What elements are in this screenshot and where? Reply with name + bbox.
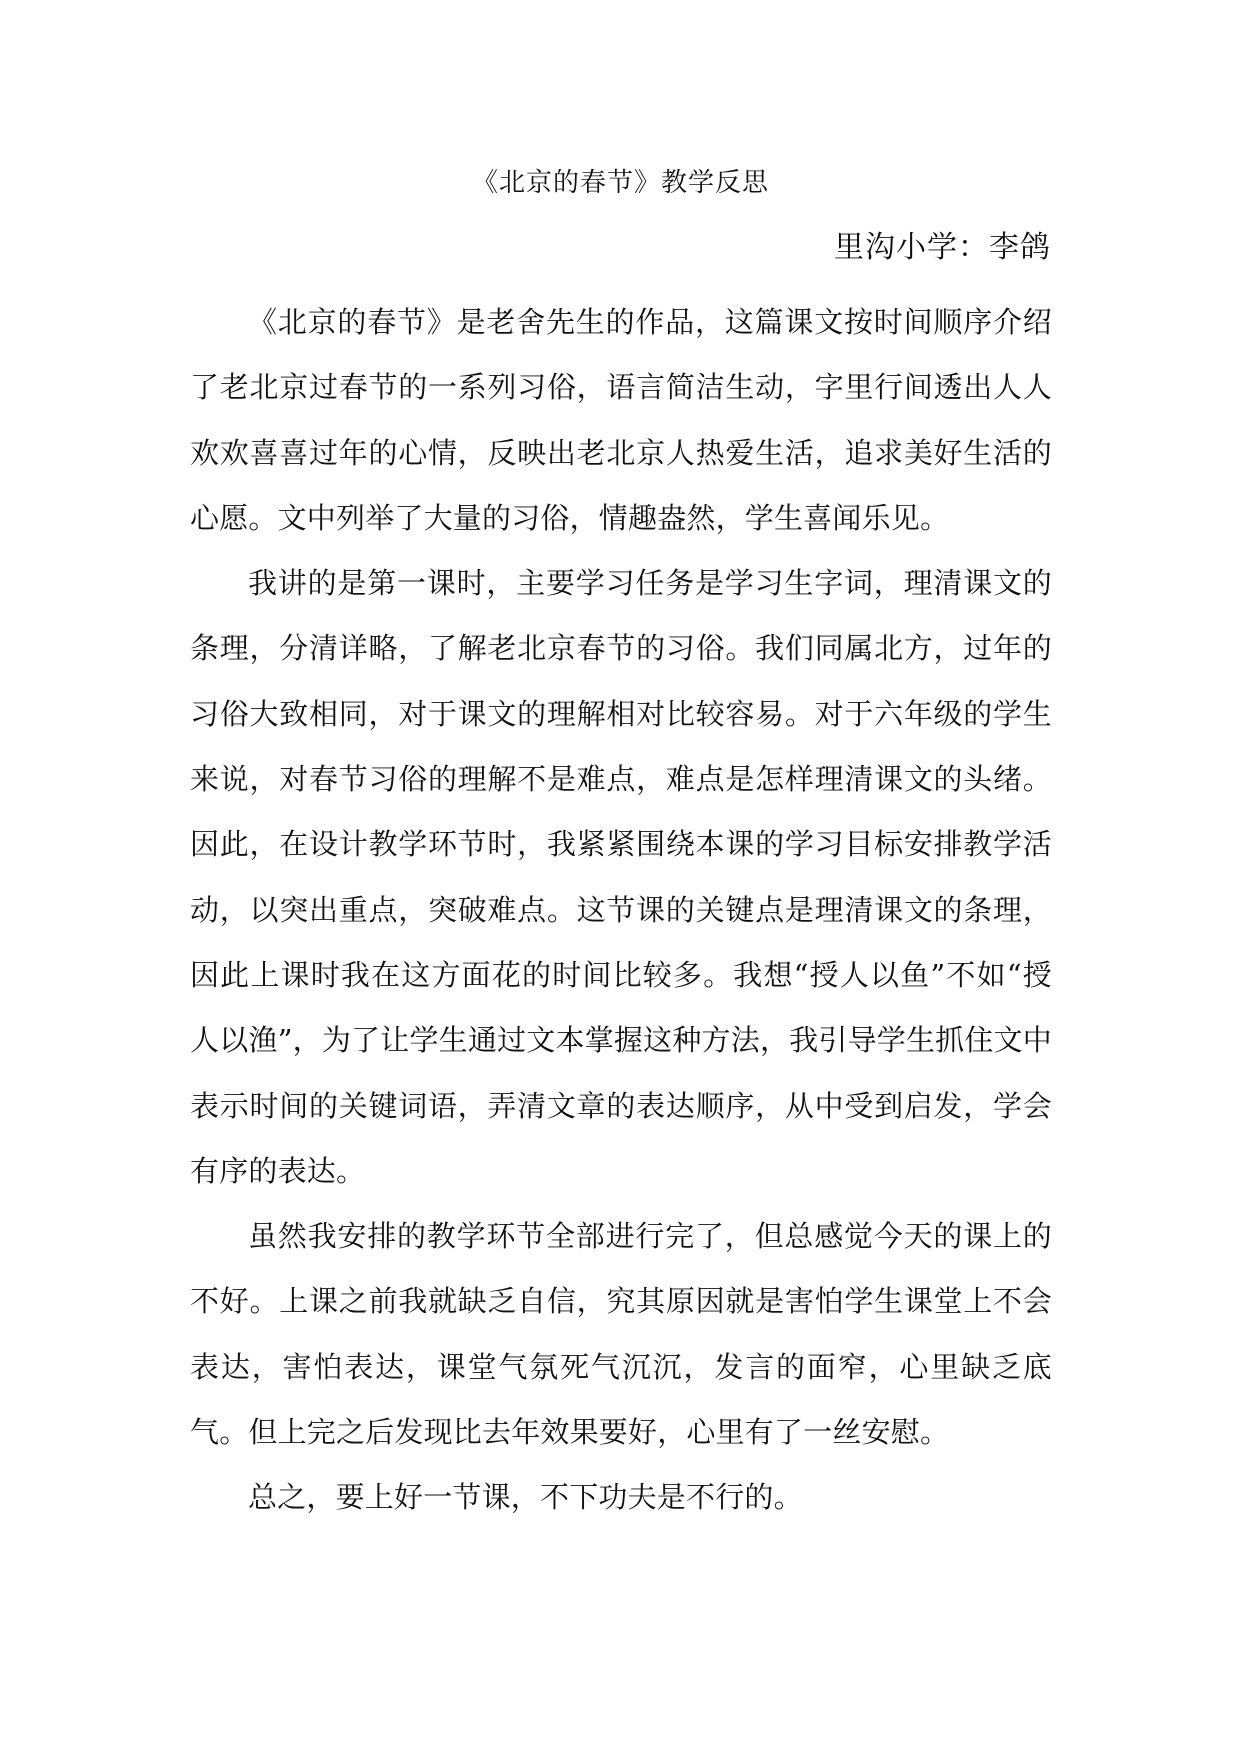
paragraph-1: 《北京的春节》是老舍先生的作品，这篇课文按时间顺序介绍了老北京过春节的一系列习俗，语言简洁生动，字里行间透出人人欢欢喜喜过年的心情，反映出老北京人热爱生活，追求美好生活的心愿。文中列举了大量的习俗，情趣盎然，学生喜闻乐见。 <box>190 305 1052 535</box>
paragraph-4: 总之，要上好一节课，不下功夫是不行的。 <box>248 1480 803 1515</box>
paragraph-2: 我讲的是第一课时，主要学习任务是学习生字词，理清课文的条理，分清详略，了解老北京春节的习俗。我们同属北方，过年的习俗大致相同，对于课文的理解相对比较容易。对于六年级的学生来说，对春节习俗的理解不是难点，难点是怎样理清课文的头绪。因此，在设计教学环节时，我紧紧围绕本课的学习目标安排教学活动，以突出重点，突破难点。这节课的关键点是理清课文的条理，因此上课时我在这方面花的时间比较多。我想“授人以鱼”不如“授人以渔”，为了让学生通过文本掌握这种方法，我引导学生抓住文中表示时间的关键词语，弄清文章的表达顺序，从中受到启发，学会有序的表达。 <box>190 566 1052 1188</box>
document-author: 里沟小学：李鸽 <box>834 230 1051 265</box>
paragraph-3: 虽然我安排的教学环节全部进行完了，但总感觉今天的课上的不好。上课之前我就缺乏自信，究其原因就是害怕学生课堂上不会表达，害怕表达，课堂气氛死气沉沉，发言的面窄，心里缺乏底气。但上完之后发现比去年效果要好，心里有了一丝安慰。 <box>190 1219 1052 1450</box>
document-title: 《北京的春节》教学反思 <box>471 168 769 198</box>
document-body <box>190 290 1052 1531</box>
